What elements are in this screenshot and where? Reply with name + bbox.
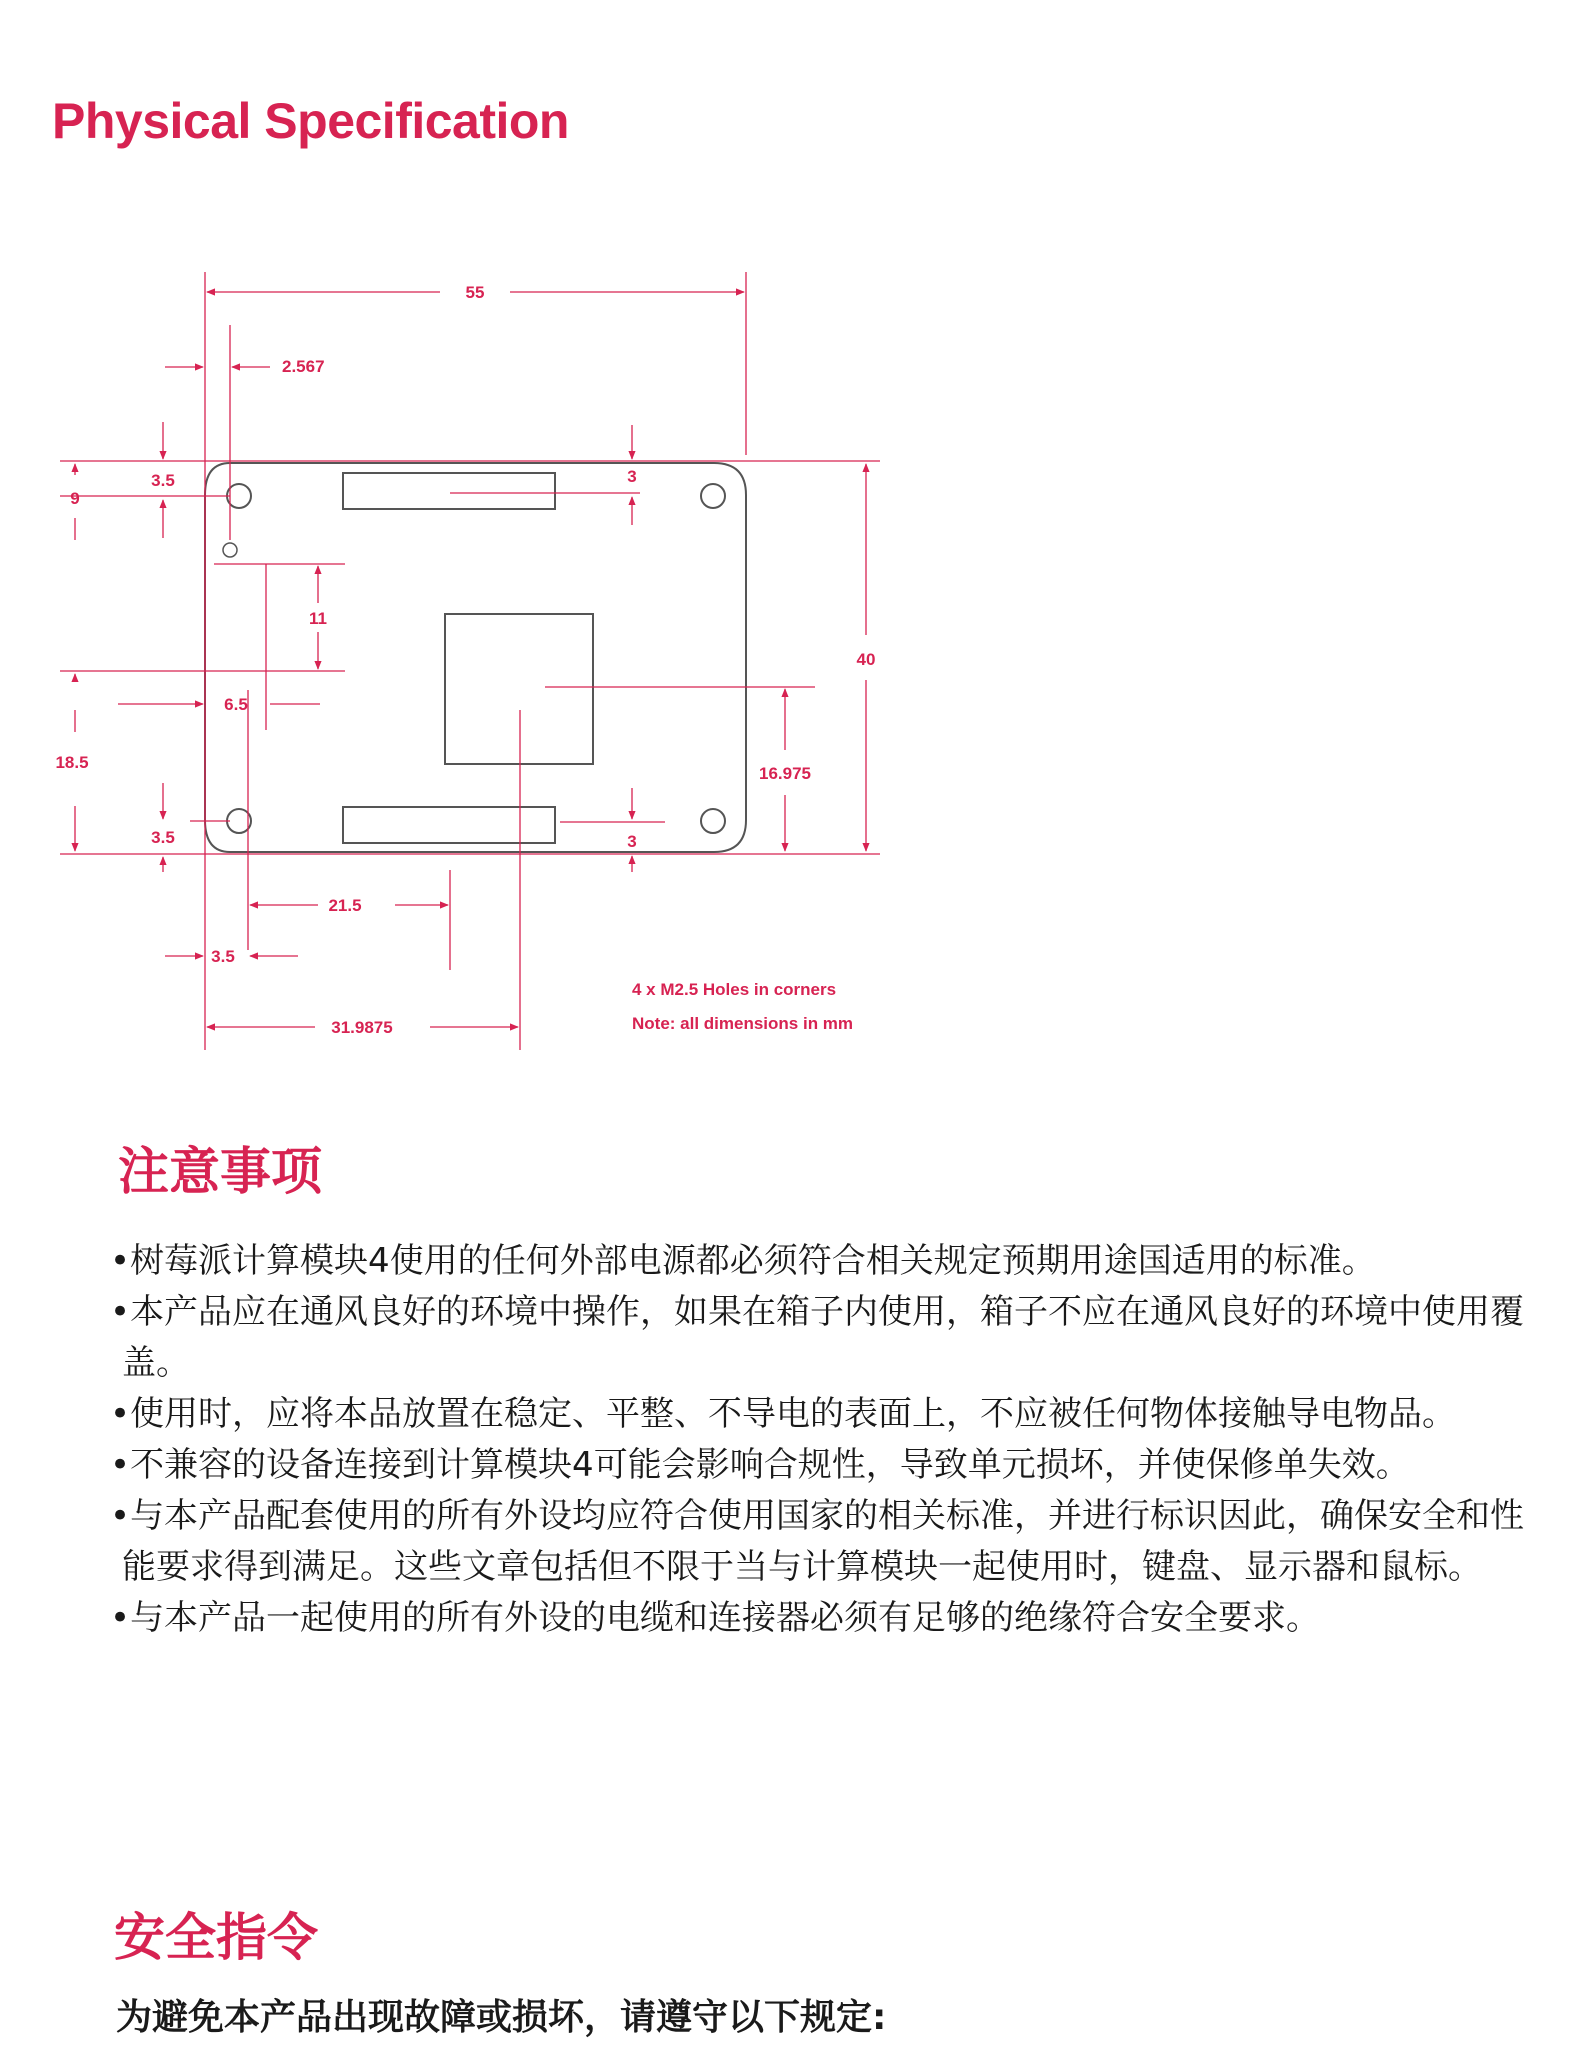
mechanical-drawing [0, 250, 900, 1070]
small-hole [223, 543, 237, 557]
holes-note: 4 x M2.5 Holes in corners [632, 980, 837, 999]
dimension-lines [60, 272, 880, 1050]
units-note: Note: all dimensions in mm [632, 1014, 854, 1033]
dim-2567-label: 2.567 [282, 357, 325, 376]
dim-hole-x-top-label: 3.5 [151, 471, 175, 490]
notice-item: • 使用时，应将本品放置在稳定、平整、不导电的表面上，不应被任何物体接触导电物品。 [110, 1389, 1550, 1440]
notices-list [110, 1236, 1550, 1644]
notice-item: • 本产品应在通风良好的环境中操作，如果在箱子内使用，箱子不应在通风良好的环境中使用覆盖。 [110, 1287, 1550, 1389]
mounting-hole-top-right [701, 484, 725, 508]
dim-height-label: 40 [856, 650, 876, 669]
mounting-hole-bottom-right [701, 809, 725, 833]
notices-heading: 注意事项 [118, 1143, 323, 1202]
board-outline [205, 463, 746, 852]
dim-thirty-one-label: 31.9875 [331, 1018, 393, 1037]
safety-intro: 为避免本产品出现故障或损坏，请遵守以下规定: [116, 1997, 887, 2038]
dim-three-five-bottom-label: 3.5 [211, 947, 235, 966]
dim-width-label: 55 [465, 283, 485, 302]
notice-item: • 树莓派计算模块4使用的任何外部电源都必须符合相关规定预期用途国适用的标准。 [110, 1236, 1550, 1287]
dim-six-five-label: 6.5 [224, 695, 248, 714]
dimension-labels [55, 283, 875, 1037]
notice-item: • 不兼容的设备连接到计算模块4可能会影响合规性，导致单元损坏，并使保修单失效。 [110, 1440, 1550, 1491]
notice-item: • 与本产品配套使用的所有外设均应符合使用国家的相关标准，并进行标识因此，确保安全和性能要求得到满足。这些文章包括但不限于当与计算模块一起使用时，键盘、显示器和鼠标。 [110, 1491, 1550, 1593]
dim-twenty-one-label: 21.5 [328, 896, 362, 915]
connector-bottom [343, 807, 555, 843]
connector-top [343, 473, 555, 509]
page-title: Physical Specification [52, 93, 569, 149]
notice-item: • 与本产品一起使用的所有外设的电缆和连接器必须有足够的绝缘符合安全要求。 [110, 1593, 1550, 1644]
soc-chip [445, 614, 593, 764]
dim-eighteen-five-label: 18.5 [55, 753, 89, 772]
dim-hole-x-bottom-label: 3.5 [151, 828, 175, 847]
dim-hole-y-top-label: 9 [70, 489, 80, 508]
board-drawing [205, 463, 746, 852]
dim-top-edge-right-label: 3 [627, 467, 637, 486]
dim-sixteen-label: 16.975 [759, 764, 811, 783]
safety-heading: 安全指令 [114, 1909, 319, 1968]
dim-eleven-label: 11 [309, 609, 327, 628]
dim-bottom-edge-right-label: 3 [627, 832, 637, 851]
